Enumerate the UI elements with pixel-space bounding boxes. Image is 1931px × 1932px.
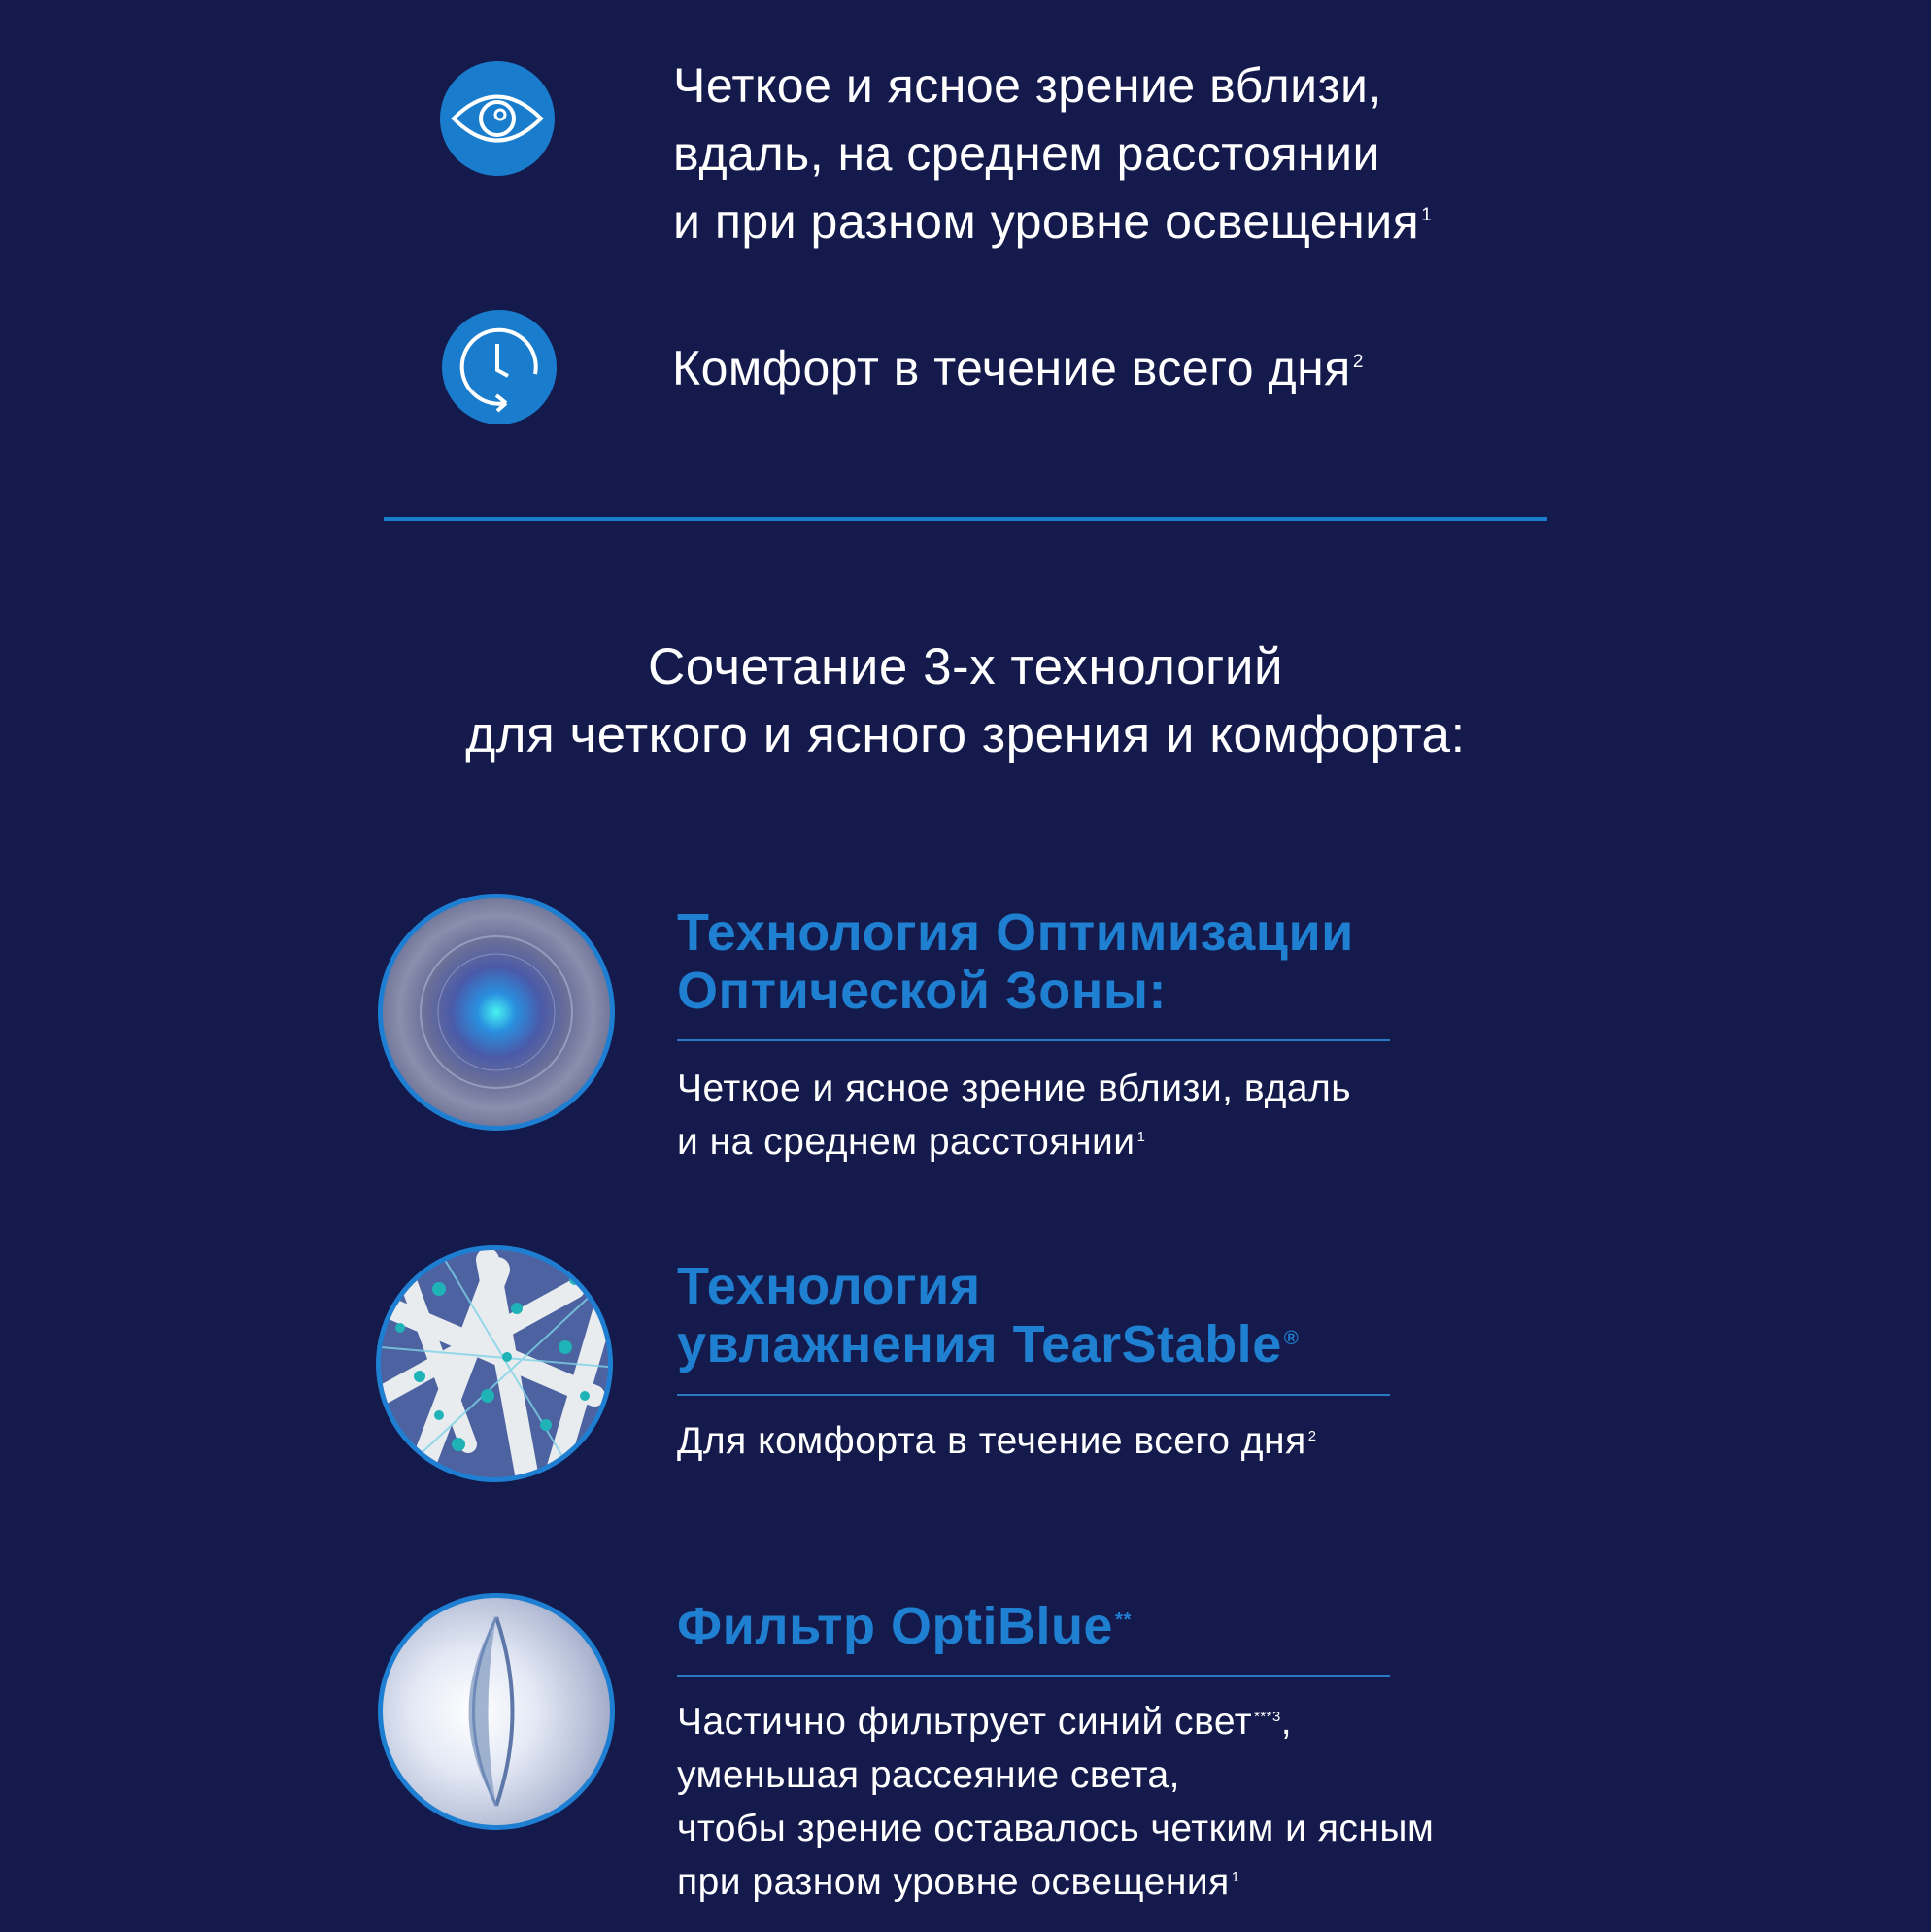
eye-icon xyxy=(440,61,555,176)
desc-comma: , xyxy=(1280,1701,1293,1743)
tech-tearstable-title xyxy=(677,1257,1299,1373)
tech-optiblue-desc xyxy=(677,1695,1434,1909)
tech-optical-title-line: Оптической Зоны: xyxy=(677,962,1167,1020)
section-heading-line1: Сочетание 3-х технологий xyxy=(647,638,1284,695)
tech-optical-rule xyxy=(677,1039,1390,1041)
optiblue-lens-image xyxy=(378,1593,615,1830)
feature-vision-line: вдаль, на среднем расстоянии xyxy=(673,126,1380,181)
section-heading xyxy=(0,633,1931,769)
optical-zone-lens-image xyxy=(378,894,615,1131)
clock-icon xyxy=(442,310,557,424)
tech-optiblue-title-line: Фильтр OptiBlue xyxy=(677,1597,1113,1655)
footnote-mark: 1 xyxy=(1231,1869,1240,1885)
footnote-mark: 2 xyxy=(1307,1428,1317,1444)
tech-optical-desc-line: Четкое и ясное зрение вблизи, вдаль xyxy=(677,1068,1352,1109)
tech-optiblue-title xyxy=(677,1597,1132,1655)
tearstable-fibers-image xyxy=(376,1245,613,1482)
tech-optical-desc-line: и на среднем расстоянии xyxy=(677,1121,1135,1163)
tech-tearstable-desc-line: Для комфорта в течение всего дня xyxy=(677,1420,1306,1462)
tech-optical-title-line: Технология Оптимизации xyxy=(677,903,1354,962)
footnote-mark: 1 xyxy=(1421,205,1433,226)
asterisk-mark: ** xyxy=(1114,1608,1132,1631)
tech-optiblue-desc-line: при разном уровне освещения xyxy=(677,1861,1230,1903)
tech-optiblue-rule xyxy=(677,1675,1390,1677)
tech-optiblue-desc-line: Частично фильтрует синий свет xyxy=(677,1701,1253,1743)
feature-vision-line: Четкое и ясное зрение вблизи, xyxy=(673,58,1382,113)
tech-tearstable-title-line: Технология xyxy=(677,1257,981,1315)
section-heading-line2: для четкого и ясного зрения и комфорта: xyxy=(465,706,1466,763)
feature-vision-line: и при разном уровне освещения xyxy=(673,194,1420,249)
tech-optical-title xyxy=(677,903,1354,1020)
tech-tearstable-rule xyxy=(677,1394,1390,1396)
feature-vision-text xyxy=(673,51,1432,255)
feature-comfort-text xyxy=(672,334,1364,402)
feature-comfort-line: Комфорт в течение всего дня xyxy=(672,341,1351,395)
section-divider xyxy=(384,517,1547,521)
tech-tearstable-title-line: увлажнения TearStable xyxy=(677,1315,1282,1373)
asterisk-footnote-mark: ***3 xyxy=(1254,1709,1281,1725)
tech-optiblue-desc-line: уменьшая рассеяние света, xyxy=(677,1754,1181,1796)
registered-mark: ® xyxy=(1283,1326,1300,1349)
tech-optical-desc xyxy=(677,1062,1351,1169)
tech-tearstable-desc xyxy=(677,1414,1316,1468)
footnote-mark: 2 xyxy=(1352,352,1364,373)
tech-optiblue-desc-line: чтобы зрение оставалось четким и ясным xyxy=(677,1808,1435,1849)
footnote-mark: 1 xyxy=(1136,1129,1146,1145)
